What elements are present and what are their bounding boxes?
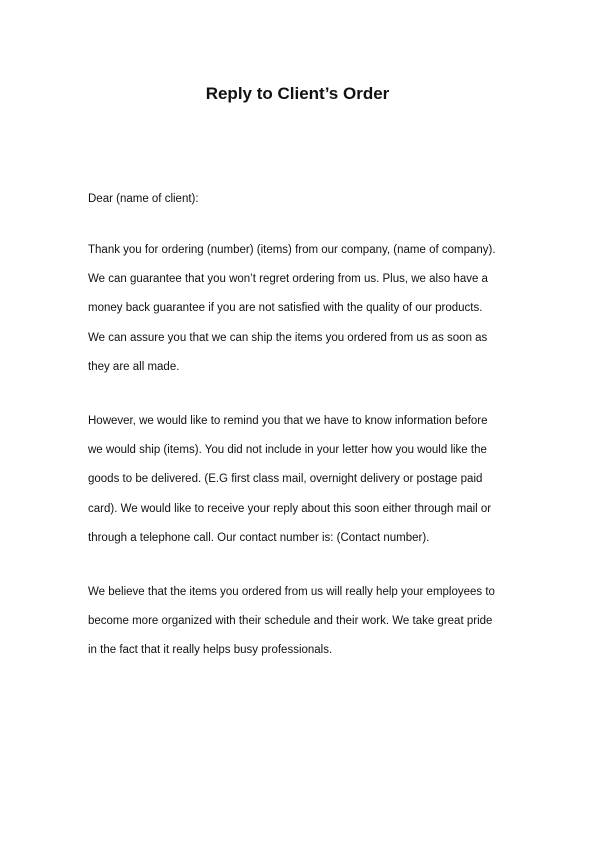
- paragraph-order-thanks: [88, 243, 496, 389]
- paragraph-line: We believe that the items you ordered from us will really help your employees to: [88, 586, 495, 598]
- paragraph-line: we would ship (items). You did not include in your letter how you would like the: [88, 444, 487, 457]
- paragraph-line: through a telephone call. Our contact number is: (Contact number).: [88, 531, 430, 544]
- paragraph-closing: [88, 585, 495, 673]
- paragraph-line: in the fact that it really helps busy professionals.: [88, 644, 333, 657]
- paragraph-line: money back guarantee if you are not satisfied with the quality of our products.: [88, 302, 483, 315]
- paragraph-line: become more organized with their schedule and their work. We take great pride: [88, 615, 493, 628]
- document-title: Reply to Client’s Order: [205, 84, 390, 103]
- paragraph-line: they are all made.: [88, 360, 180, 373]
- paragraph-line: We can guarantee that you won’t regret ordering from us. Plus, we also have a: [88, 273, 488, 286]
- paragraph-line: card). We would like to receive your reply about this soon either through mail or: [88, 502, 492, 515]
- paragraph-line: goods to be delivered. (E.G first class mail, overnight delivery or postage paid: [88, 473, 483, 486]
- paragraph-line: However, we would like to remind you that we have to know information before: [88, 415, 488, 427]
- paragraph-delivery-info: [88, 414, 491, 560]
- paragraph-line: Thank you for ordering (number) (items) from our company, (name of company).: [88, 244, 496, 256]
- paragraph-line: We can assure you that we can ship the items you ordered from us as soon as: [88, 331, 488, 344]
- salutation: Dear (name of client):: [88, 193, 199, 205]
